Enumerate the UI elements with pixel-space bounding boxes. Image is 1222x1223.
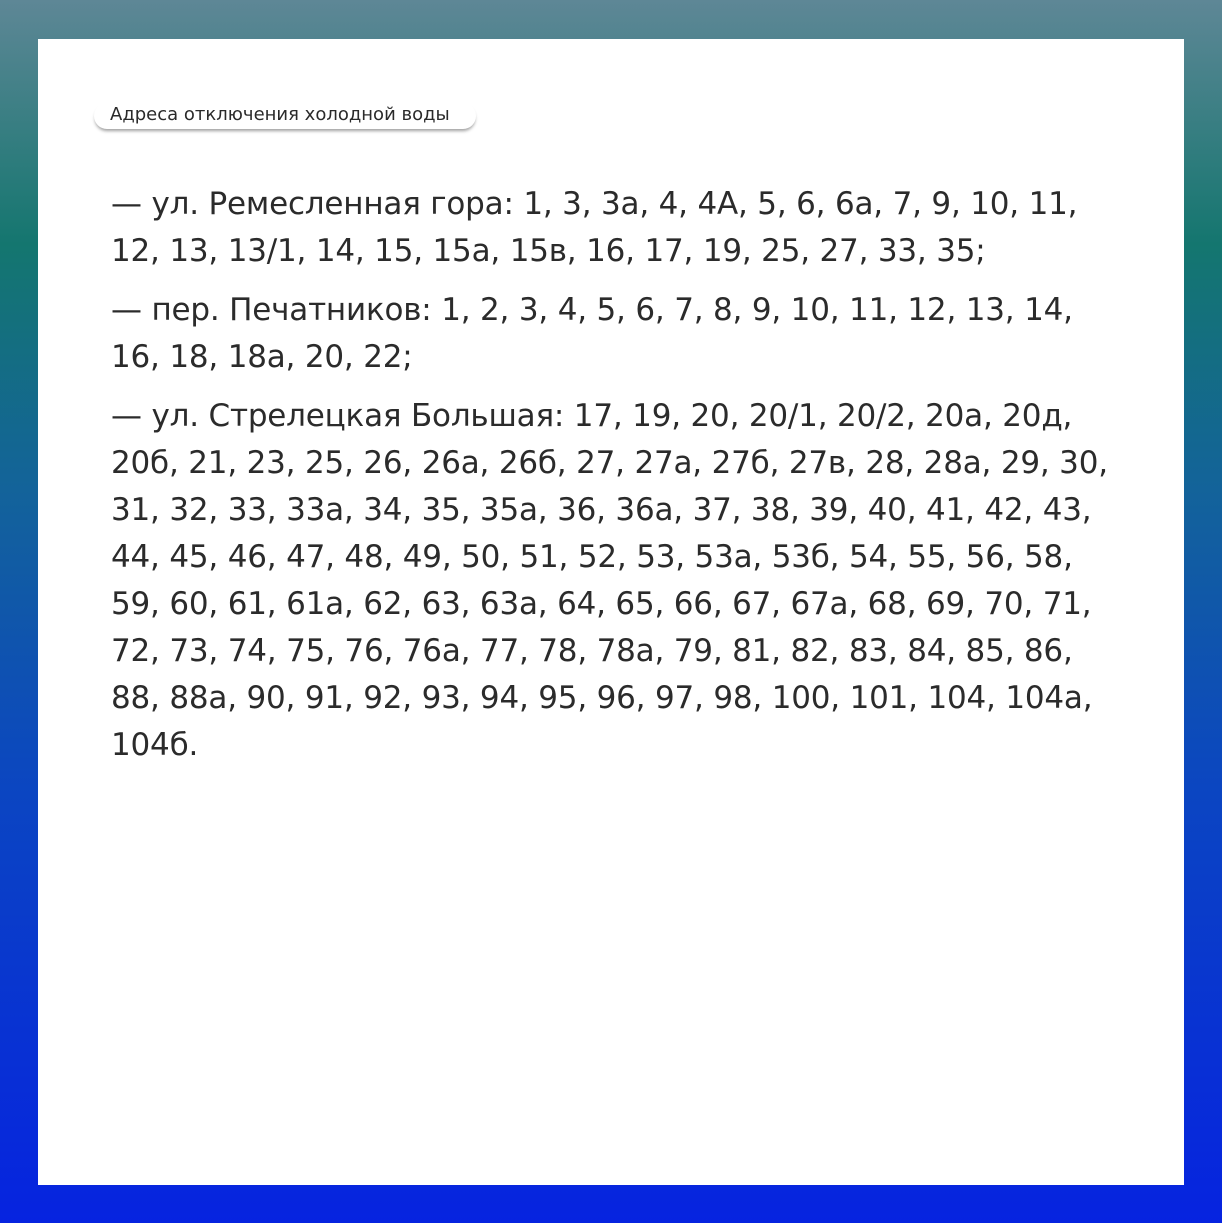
address-entry-streletskaya: — ул. Стрелецкая Большая: 17, 19, 20, 20/1, 20/2, 20а, 20д, 20б, 21, 23, 25, 26, 26а, 26б, 27, 27а, 27б, 27в, 28, 28а, 29, 30, 31, 32, 33, 33а, 34, 35, 35а, 36, 36а, 37, 38, 39, 40, 41, 42, 43, 44, 45, 46, 47, 48, 49, 50, 51, 52, 53, 53а, 53б, 54, 55, 56, 58, 59, 60, 61, 61а, 62, 63, 63а, 64, 65, 66, 67, 67а, 68, 69, 70, 71, 72, 73, 74, 75, 76, 76а, 77, 78, 78а, 79, 81, 82, 83, 84, 85, 86, 88, 88а, 90, 91, 92, 93, 94, 95, 96, 97, 98, 100, 101, 104, 104а, 104б.	[111, 398, 1108, 763]
address-list	[111, 181, 1121, 781]
section-tag	[94, 103, 476, 129]
section-tag-label: Адреса отключения холодной воды	[110, 104, 450, 125]
address-entry-remeslennaya: — ул. Ремесленная гора: 1, 3, 3а, 4, 4А, 5, 6, 6а, 7, 9, 10, 11, 12, 13, 13/1, 14, 15, 15а, 15в, 16, 17, 19, 25, 27, 33, 35;	[111, 186, 1078, 269]
address-entry-pechatnikov: — пер. Печатников: 1, 2, 3, 4, 5, 6, 7, 8, 9, 10, 11, 12, 13, 14, 16, 18, 18а, 20, 22;	[111, 292, 1073, 375]
content-card	[38, 39, 1184, 1185]
